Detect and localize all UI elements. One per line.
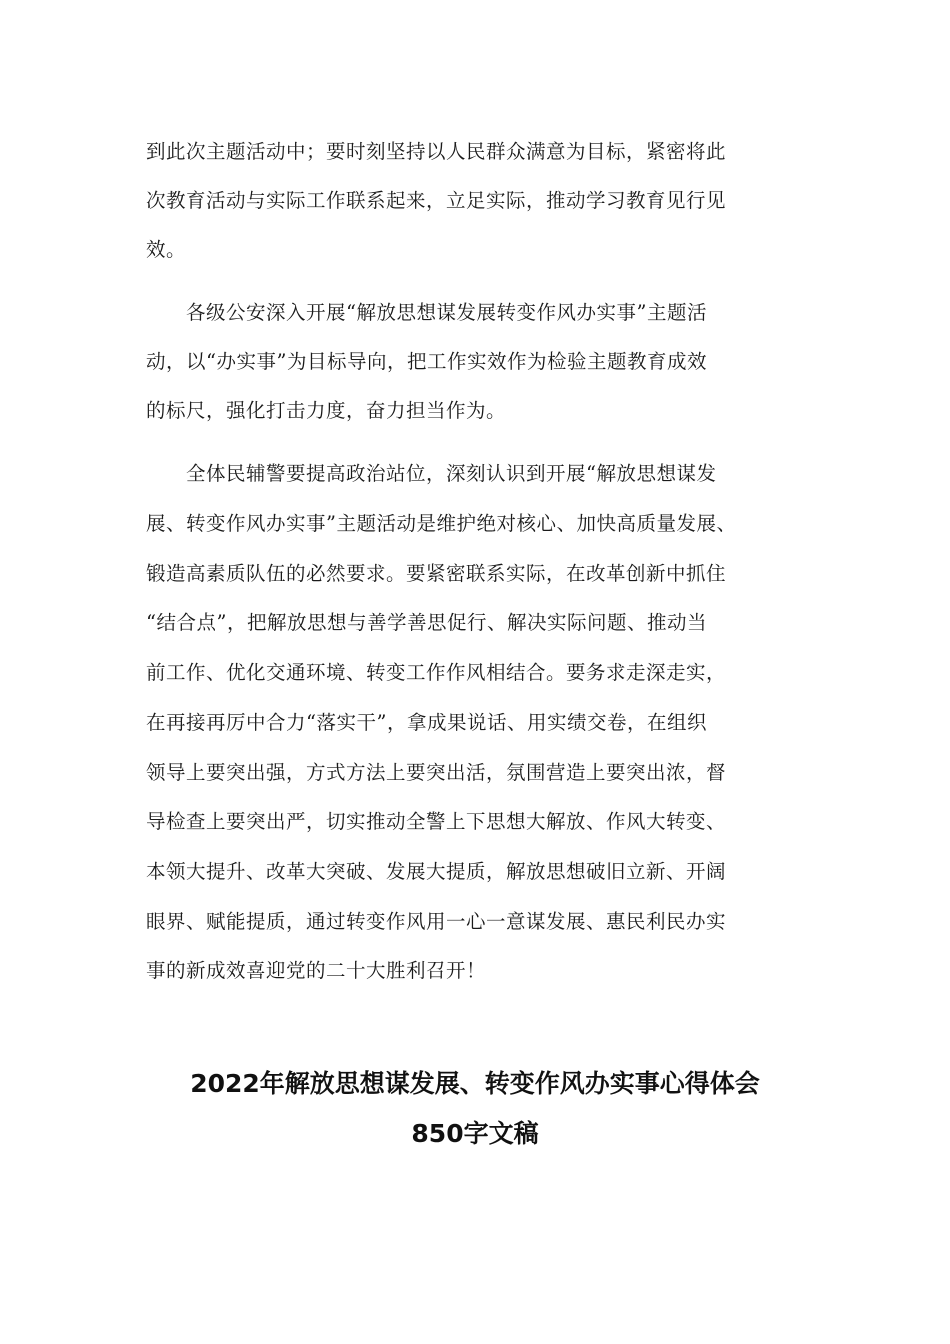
paragraph-3-line-6: 在再接再厉中合力“落实干”，拿成果说话、用实绩交卷，在组织 bbox=[146, 711, 707, 734]
article-title-line-1: 2022年解放思想谋发展、转变作风办实事心得体会 bbox=[190, 1069, 760, 1098]
paragraph-3-line-3: 锻造高素质队伍的必然要求。要紧密联系实际，在改革创新中抓住 bbox=[146, 562, 727, 585]
paragraph-2-line-1: 各级公安深入开展“解放思想谋发展转变作风办实事”主题活 bbox=[146, 301, 707, 324]
paragraph-1-line-3: 效。 bbox=[146, 238, 187, 261]
paragraph-3-line-4: “结合点”，把解放思想与善学善思促行、解决实际问题、推动当 bbox=[146, 611, 707, 634]
paragraph-2-line-3: 的标尺，强化打击力度，奋力担当作为。 bbox=[146, 399, 507, 422]
paragraph-3-line-9: 本领大提升、改革大突破、发展大提质，解放思想破旧立新、开阔 bbox=[146, 860, 727, 883]
paragraph-3-line-5: 前工作、优化交通环境、转变工作作风相结合。要务求走深走实， bbox=[146, 661, 727, 684]
paragraph-1-line-1: 到此次主题活动中；要时刻坚持以人民群众满意为目标，紧密将此 bbox=[146, 140, 727, 163]
paragraph-3-line-11: 事的新成效喜迎党的二十大胜利召开！ bbox=[146, 959, 487, 982]
paragraph-3-line-10: 眼界、赋能提质，通过转变作风用一心一意谋发展、惠民利民办实 bbox=[146, 910, 727, 933]
paragraph-2-line-2: 动，以“办实事”为目标导向，把工作实效作为检验主题教育成效 bbox=[146, 350, 707, 373]
article-title-line-2: 850字文稿 bbox=[411, 1119, 539, 1148]
paragraph-3-line-2: 展、转变作风办实事”主题活动是维护绝对核心、加快高质量发展、 bbox=[146, 512, 737, 535]
paragraph-3-line-1: 全体民辅警要提高政治站位，深刻认识到开展“解放思想谋发 bbox=[146, 462, 717, 485]
paragraph-1-line-2: 次教育活动与实际工作联系起来，立足实际，推动学习教育见行见 bbox=[146, 189, 727, 212]
paragraph-3-line-7: 领导上要突出强，方式方法上要突出活，氛围营造上要突出浓，督 bbox=[146, 761, 727, 784]
paragraph-3-line-8: 导检查上要突出严，切实推动全警上下思想大解放、作风大转变、 bbox=[146, 810, 727, 833]
